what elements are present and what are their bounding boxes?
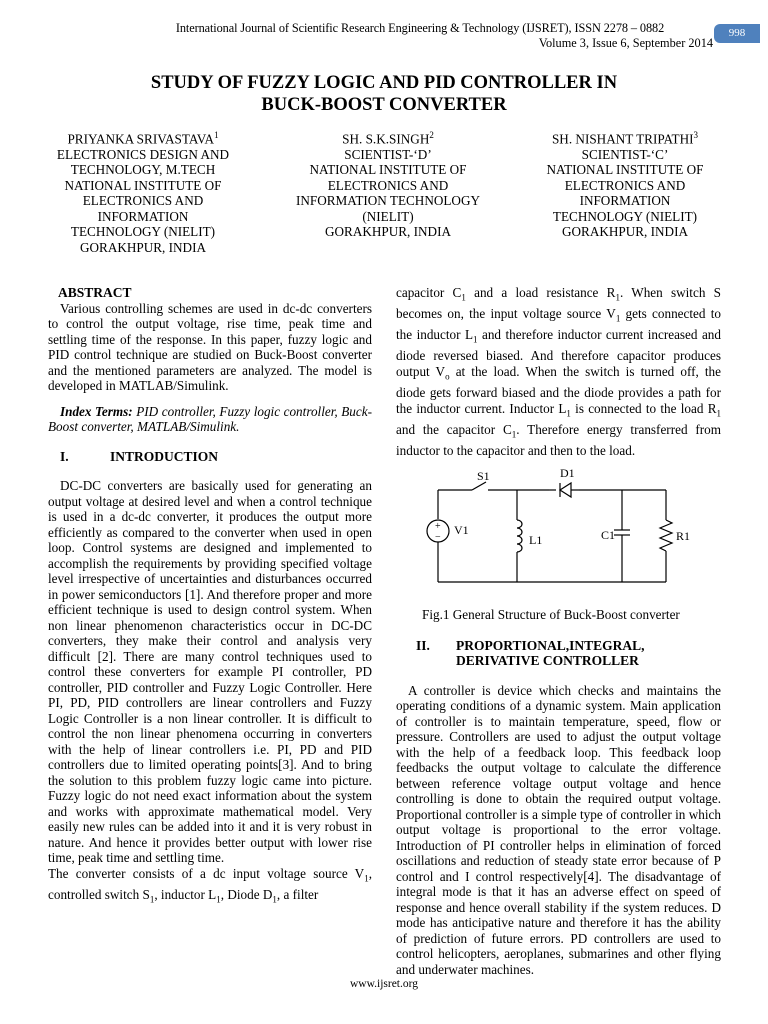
subscript: 1 (364, 873, 369, 884)
subscript: 1 (149, 894, 155, 905)
resistor-r1 (660, 520, 672, 551)
author-1-line: ELECTRONICS AND (82, 193, 204, 209)
label-r1: R1 (676, 529, 691, 544)
converter-paragraph (48, 866, 372, 908)
buck-boost-circuit-diagram (396, 464, 721, 599)
title-line-1: STUDY OF FUZZY LOGIC AND PID CONTROLLER IN (150, 73, 618, 93)
author-2-line: INFORMATION TECHNOLOGY (295, 193, 480, 209)
section-title: PROPORTIONAL,INTEGRAL, DERIVATIVE CONTROLLER (456, 637, 645, 669)
paper-title (40, 72, 728, 116)
author-2-line: NATIONAL INSTITUTE OF (309, 162, 467, 178)
author-3 (530, 128, 720, 240)
text-run: is connected to the load R (570, 400, 717, 416)
subscript: 1 (473, 334, 478, 345)
section-2-heading (396, 638, 721, 669)
author-1 (48, 128, 238, 255)
switch-s1 (472, 482, 486, 490)
text-run: and a load resistance R (465, 285, 616, 300)
author-2-line: GORAKHPUR, INDIA (324, 224, 451, 240)
subscript: 1 (461, 292, 466, 303)
author-2-line: (NIELIT) (362, 208, 414, 224)
author-3-name: SH. NISHANT TRIPATHI (551, 131, 694, 147)
inductor-l1 (517, 520, 522, 552)
author-2-name: SH. S.K.SINGH (342, 131, 430, 147)
label-v1: V1 (454, 523, 469, 538)
index-terms-text: PID controller, Fuzzy logic controller, Buck-Boost converter, MATLAB/Simulink. (48, 403, 372, 434)
section-2-paragraph: A controller is device which checks and maintains the operating conditions of a dynamic system. Main application of controller is to maintain temperature, speed, flow or pressure. Controllers are used to adjust the output voltage with the help of a feedback loop. This feedback loop feedbacks the output voltage to calculate the difference between reference voltage output voltage and hence controlling is done to obtain the required output voltage. Proportional controller is a simple type of controller in which output voltage is proportional to the error voltage. Introduction of PI controller helps in elimination of forced oscillations and reduction of steady state error because of P control and I control respectively[4]. The disadvantage of integral mode is that it has an adverse effect on speed of response and hence overall stability if the system reduces. D mode has anticipative nature and therefore it has the ability of prediction of future errors. PD controllers are used to control helicopters, aeroplanes, submarines and other flying and underwater machines. (396, 682, 721, 977)
subscript: 1 (216, 894, 221, 905)
subscript: 1 (716, 408, 721, 419)
author-1-sup: 1 (214, 130, 219, 140)
author-1-line: TECHNOLOGY, M.TECH (70, 162, 216, 178)
subscript: 1 (615, 313, 621, 324)
journal-header: International Journal of Scientific Research Engineering & Technology (IJSRET), ISSN 2278 – 0882 (175, 21, 665, 35)
index-terms-label: Index Terms (60, 403, 129, 419)
page-number-badge: 998 (714, 24, 760, 43)
subscript: 1 (272, 894, 277, 905)
label-d1: D1 (560, 466, 575, 481)
source-plus: + (435, 521, 441, 533)
author-1-line: GORAKHPUR, INDIA (79, 239, 206, 255)
abstract-heading: ABSTRACT (58, 285, 132, 300)
introduction-heading (60, 449, 372, 465)
introduction-paragraph: DC-DC converters are basically used for generating an output voltage at desired level and when a control technique is used in a dc-dc converter, it produces the output more efficiently as compared to the converter when used in open loop. Control systems are designed and implemented to accomplish the requirements by providing specified voltage level irrespective of uncertainties and disturbances occurred in power semiconductors [1]. And therefore proper and more efficient technique is used to design control system. When non linear phenomenon characteristics occur in DC-DC converters, they make their control and analysis very difficult [2]. There are many control techniques used to control these converters for example PI controller, PD controller, PID controller and Fuzzy Logic Controller. Here PI, PD, PID controllers are linear controllers and Fuzzy Logic Controller is a non linear controller. It is difficult to control the non linear phenomena occurring in converters with the help of linear controllers i.e. PI, PD and PID controllers due to limited operating points[3]. And to bring the solution to this problem fuzzy logic came into picture. Fuzzy logic do not need exact information about the system and works with approximate mathematical model. Very easily new rules can be added into it and it is very robust in nature. And hence it provides better output with lower rise time, peak time and settling time. (48, 478, 372, 865)
label-c1: C1 (601, 528, 616, 543)
text-run: and the capacitor C (396, 421, 512, 437)
author-3-line: NATIONAL INSTITUTE OF (546, 162, 704, 178)
author-1-line: INFORMATION (97, 208, 189, 224)
author-3-line: ELECTRONICS AND (564, 177, 686, 193)
abstract-text: Various controlling schemes are used in dc-dc converters to control the output voltage, rise time, peak time and settling time of the response. In this paper, fuzzy logic and PID control technique are studied on Buck-Boost converter and the mentioned parameters are analyzed. The model is developed in MATLAB/Simulink. (48, 300, 372, 393)
volume-issue: Volume 3, Issue 6, September 2014 (538, 36, 713, 50)
right-column (396, 285, 721, 977)
text-run: The converter consists of a dc input voltage source V (48, 865, 365, 881)
author-3-sup: 3 (693, 130, 699, 140)
subscript: 1 (566, 408, 571, 419)
author-1-line: TECHNOLOGY (NIELIT) (70, 224, 216, 240)
diode-d1 (560, 483, 571, 497)
subscript: 1 (615, 292, 620, 303)
author-2 (283, 128, 493, 240)
text-run: and therefore inductor current increased and diode reversed biased. And therefore capacitor produces output V (396, 327, 721, 379)
text-run: , controlled switch S (48, 865, 372, 902)
text-run: capacitor C (396, 285, 462, 300)
text-run: , Diode D (220, 886, 273, 902)
author-1-line: NATIONAL INSTITUTE OF (64, 177, 222, 193)
title-line-2: BUCK-BOOST CONVERTER (261, 95, 507, 115)
author-2-sup: 2 (429, 130, 434, 140)
author-2-line: ELECTRONICS AND (327, 177, 449, 193)
author-3-line: INFORMATION (579, 193, 671, 209)
text-run: , inductor L (154, 886, 217, 902)
left-column (48, 285, 372, 908)
source-minus: − (435, 532, 441, 544)
label-s1: S1 (477, 469, 490, 484)
section-number: II. (416, 637, 430, 653)
author-1-name: PRIYANKA SRIVASTAVA (67, 131, 215, 147)
section-number: I. (60, 448, 69, 464)
text-run: gets connected to the inductor L (396, 306, 721, 343)
author-3-line: GORAKHPUR, INDIA (561, 224, 688, 240)
text-run: , a filter (276, 886, 319, 902)
text-run: . When switch S becomes on, the input voltage source V (396, 285, 721, 322)
section-title: INTRODUCTION (110, 448, 219, 464)
label-l1: L1 (529, 533, 543, 548)
text-run: at the load. When the switch is turned off, the diode gets forward biased and the diode provides a path for the inductor current. Inductor L (396, 363, 721, 416)
subscript: o (445, 371, 450, 382)
index-terms: Index Terms: PID controller, Fuzzy logic controller, Buck-Boost converter, MATLAB/Simulink. (48, 403, 372, 434)
author-3-line: SCIENTIST-‘C’ (581, 146, 669, 162)
footer-url: www.ijsret.org (349, 978, 419, 990)
figure-caption: Fig.1 General Structure of Buck-Boost converter (422, 607, 680, 623)
author-2-line: SCIENTIST-‘D’ (344, 146, 432, 162)
author-1-line: ELECTRONICS DESIGN AND (56, 146, 230, 162)
author-3-line: TECHNOLOGY (NIELIT) (552, 208, 698, 224)
circuit-description (396, 285, 721, 458)
subscript: 1 (511, 429, 517, 440)
text-run: . Therefore energy transferred from inductor to the capacitor and then to the load. (396, 421, 721, 458)
